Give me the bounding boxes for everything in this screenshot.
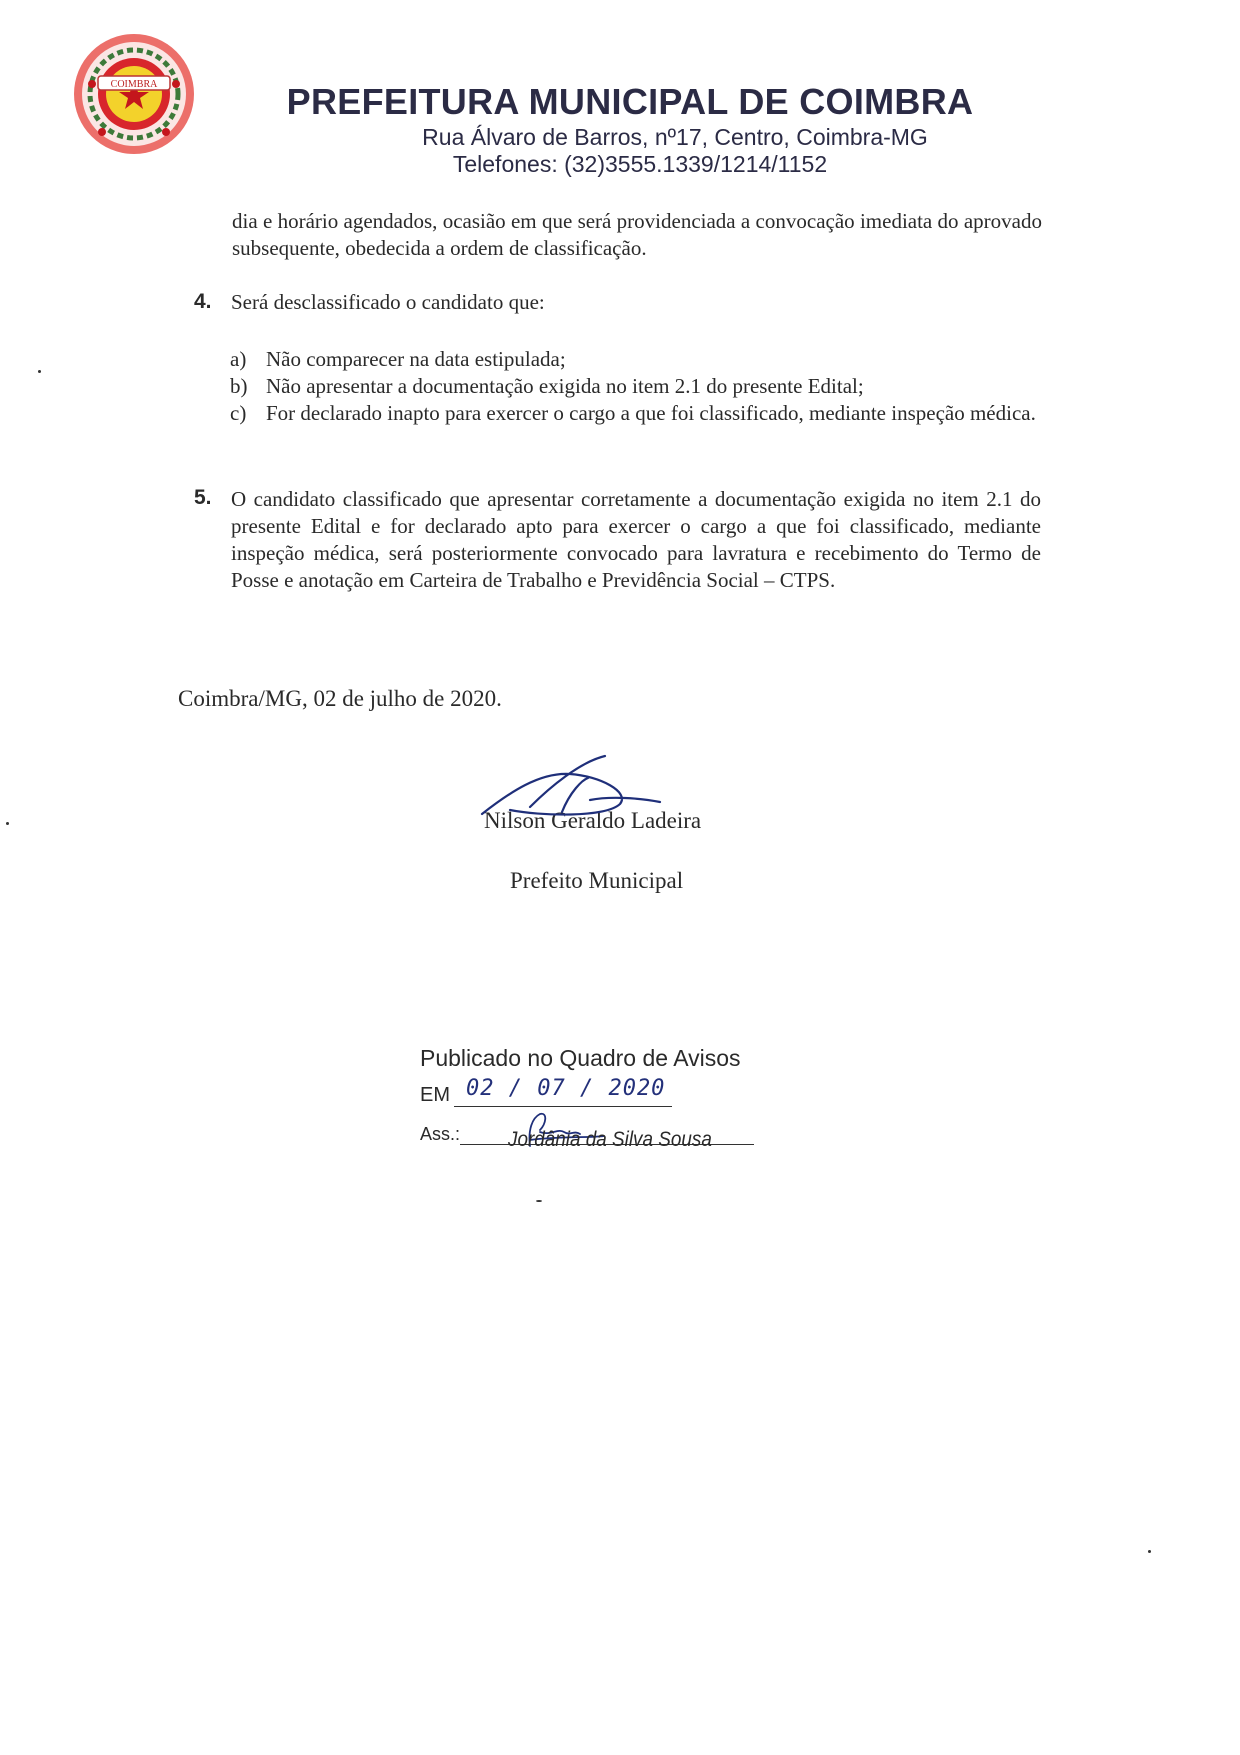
signer-role: Prefeito Municipal: [510, 868, 684, 893]
crest-label: COIMBRA: [110, 79, 158, 90]
list-item-letter: b): [230, 374, 248, 398]
item-4-number: 4.: [194, 290, 212, 313]
place-date: Coimbra/MG, 02 de julho de 2020.: [178, 686, 502, 711]
stamp-ass-label: Ass.:: [420, 1124, 461, 1144]
continuation-paragraph: dia e horário agendados, ocasião em que será providenciada a convocação imediata do aprovado subsequente, obedecida a ordem de classificação.: [232, 209, 1042, 260]
stamp-title: Publicado no Quadro de Avisos: [420, 1045, 741, 1071]
list-item: [230, 373, 1042, 400]
signer-name: Nilson Geraldo Ladeira: [484, 808, 702, 833]
list-item-text: Não apresentar a documentação exigida no item 2.1 do presente Edital;: [266, 374, 864, 398]
stamp-date-line: [454, 1106, 672, 1107]
list-item: [230, 400, 1042, 427]
page-title: PREFEITURA MUNICIPAL DE COIMBRA: [286, 81, 974, 122]
stamp-em-label: EM: [420, 1084, 450, 1106]
signature-icon: [470, 752, 700, 832]
item-4-text: Será desclassificado o candidato que:: [231, 290, 545, 314]
list-item-text: For declarado inapto para exercer o cargo a que foi classificado, mediante inspeção médica.: [266, 401, 1036, 425]
stamp-date-row: [420, 1072, 760, 1110]
list-item-text: Não comparecer na data estipulada;: [266, 347, 566, 371]
stamp-signer-name: Jordânia da Silva Sousa: [508, 1128, 712, 1151]
stamp-date: 02 / 07 / 2020: [466, 1076, 666, 1101]
phones: Telefones: (32)3555.1339/1214/1152: [452, 151, 828, 177]
coat-of-arms-icon: [72, 24, 202, 174]
list-item-letter: a): [230, 347, 247, 371]
item-5-number: 5.: [194, 486, 212, 509]
letterhead: [230, 80, 1030, 178]
list-item-letter: c): [230, 401, 247, 425]
list-item: [230, 346, 1042, 373]
address: Rua Álvaro de Barros, nº17, Centro, Coimbra-MG: [422, 124, 928, 150]
item-5-paragraph: O candidato classificado que apresentar corretamente a documentação exigida no item 2.1 do presente Edital e for declarado apto para exercer o cargo a que foi classificado, mediante inspeção médica, será posteriormente convocado para lavratura e recebimento do Termo de Posse e anotação em Carteira de Trabalho e Previdência Social – CTPS.: [231, 487, 1041, 592]
